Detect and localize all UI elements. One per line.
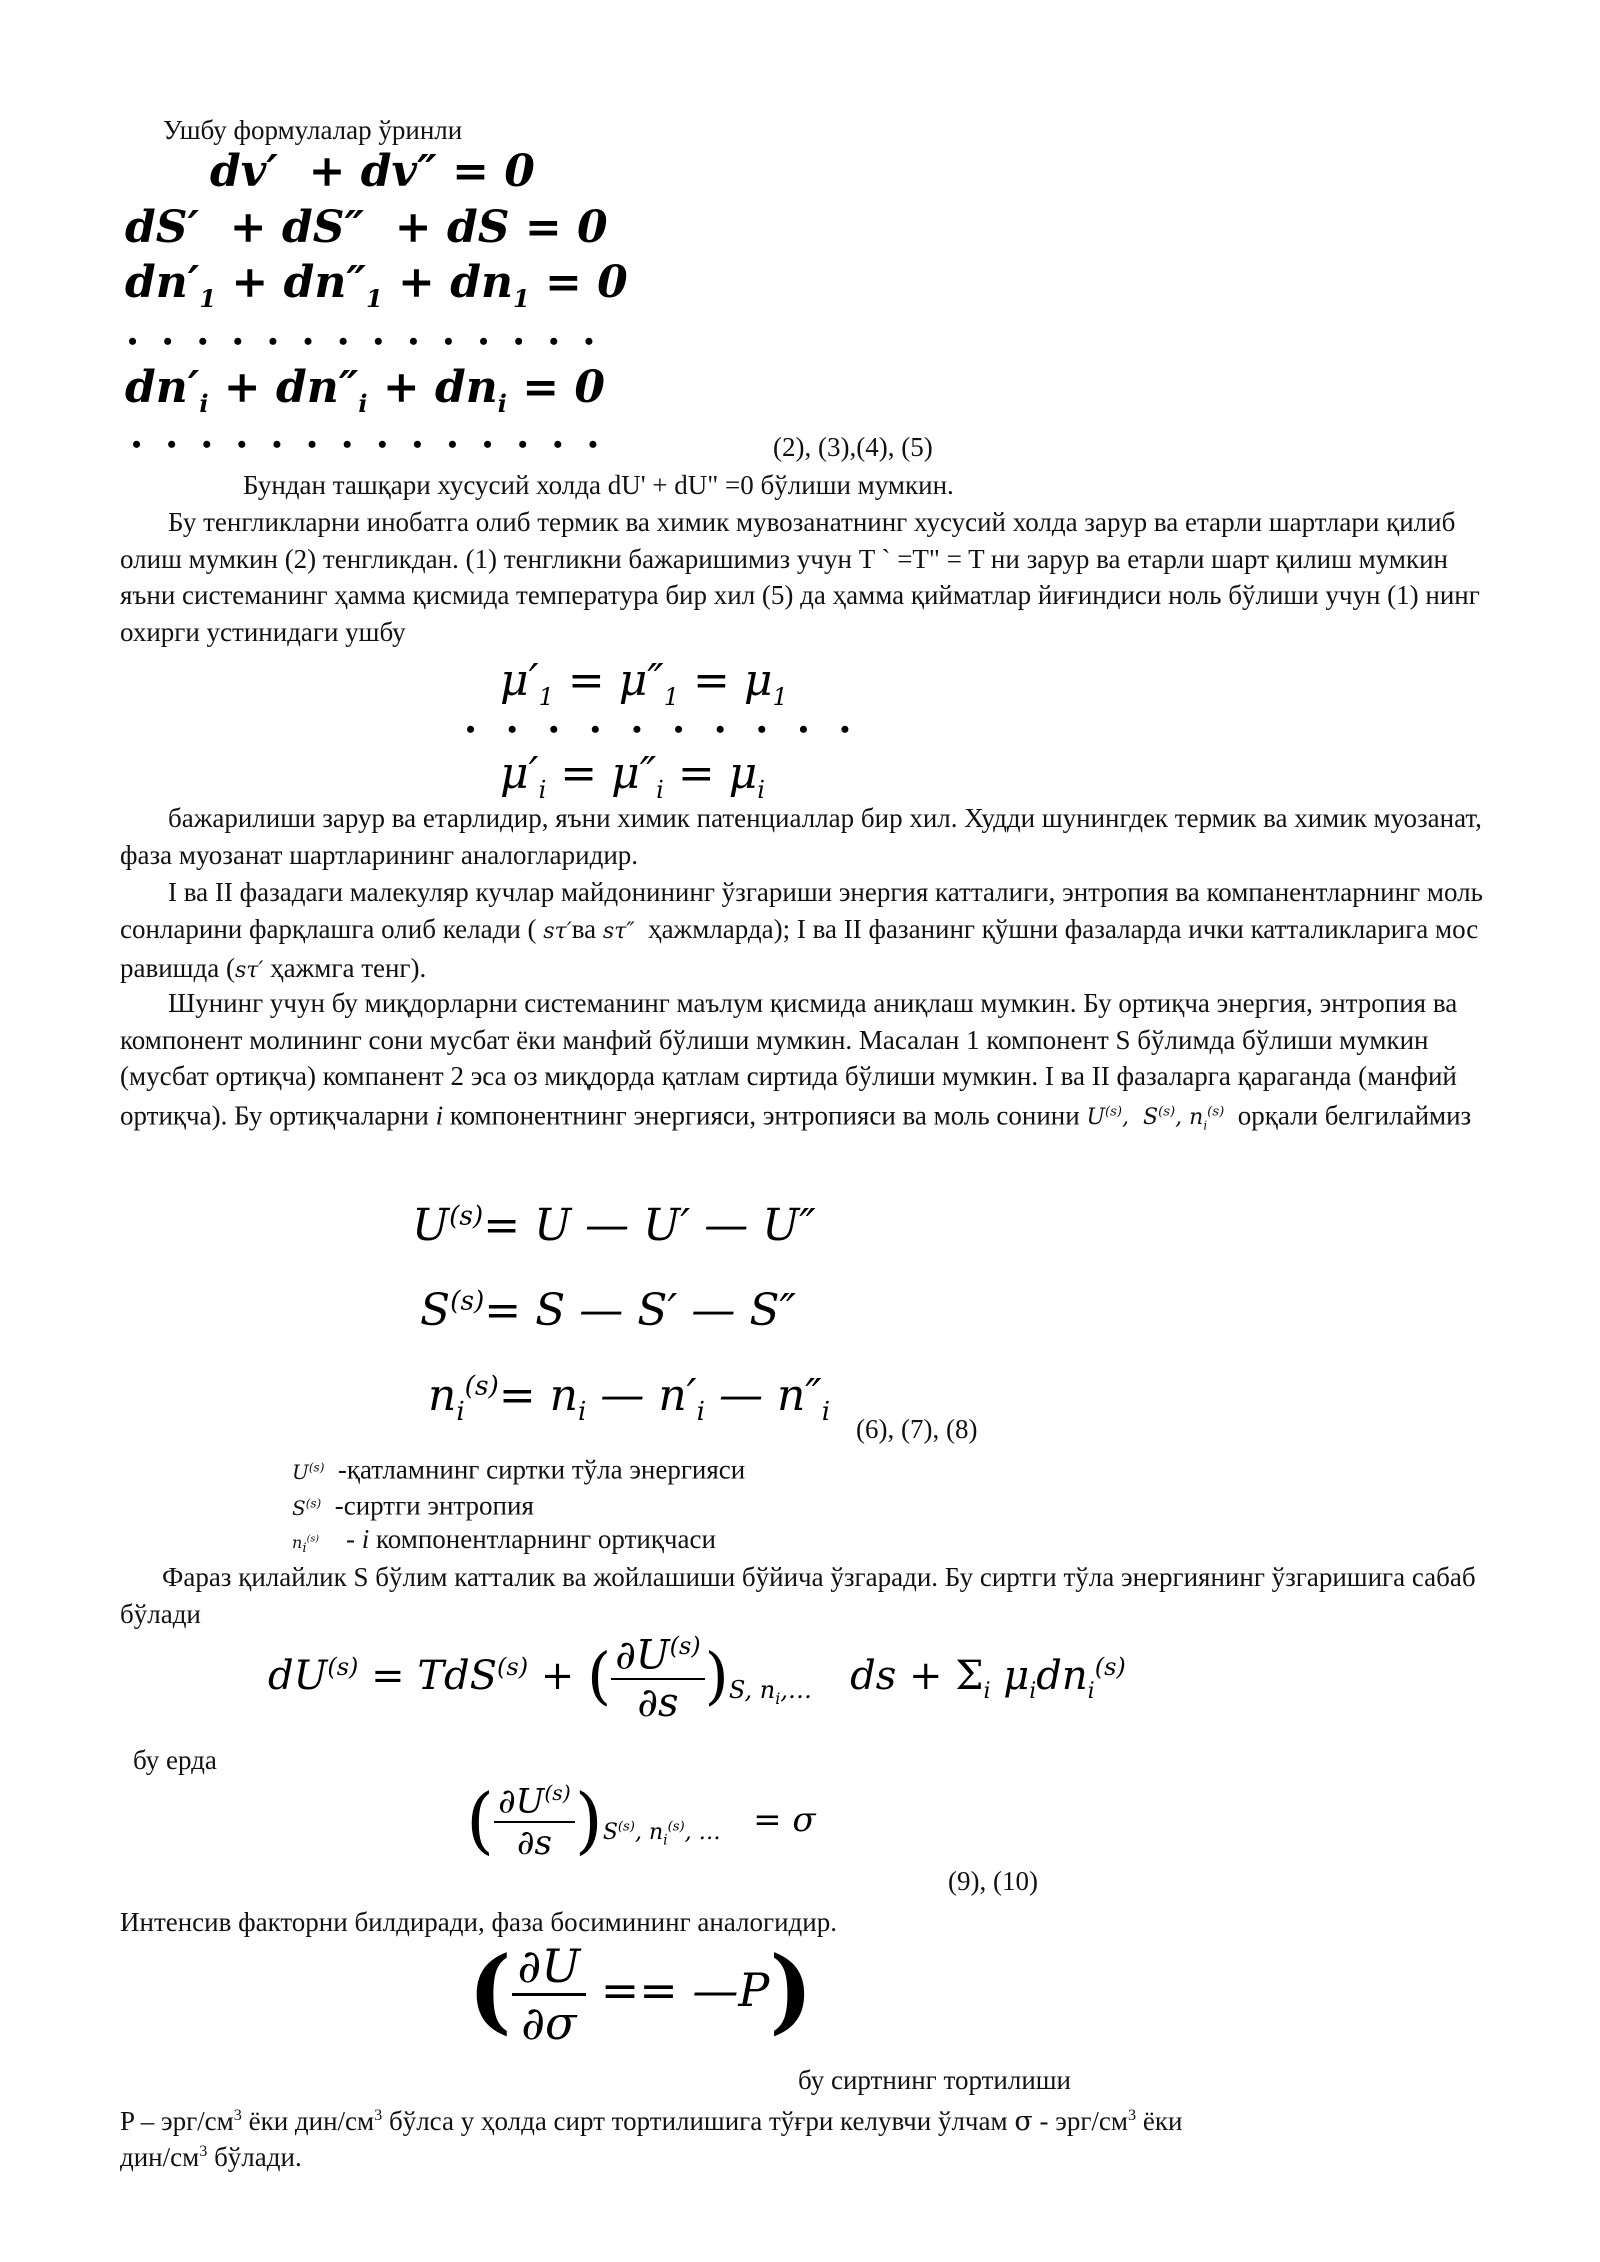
equation-refs-2: (6), (7), (8): [856, 1414, 978, 1444]
equation-mui: $\mu'_i = \mu''_i = \mu_i$: [500, 748, 765, 804]
equation-sigma: ( $\frac{\partial U^{(s)}}{\partial s}$ )$_{S^{(s)}, n_i^{(s)}, \dots} = \sigma$: [466, 1778, 816, 1864]
intensive-line: Интенсив факторни билдиради, фаза босимининг аналогидир.: [120, 1907, 837, 1937]
intro-line: Ушбу формулалар ўринли: [163, 115, 463, 145]
here-line: бу ерда: [133, 1745, 217, 1775]
dots-row-1: • • • • • • • • • • • • • •: [128, 327, 594, 356]
paragraph-3: I ва II фазадаги малекуляр кучлар майдонининг ўзгариши энергия катталиги, энтропия ва компанентларнинг моль сонларини фарқлашга олиб келади ( sτ′ва sτ″ ҳажмларда); I ва II фазанинг қўшни фазаларда ички катталикларига мос равишда (sτ′ ҳажмга тенг).: [120, 877, 1483, 983]
paragraph-2: бажарилиши зарур ва етарлидир, яъни химик патенциаллар бир хил. Худди шунингдек термик ва химик муозанат, фаза муозанат шартларининг аналогларидир.: [120, 803, 1482, 870]
equation-ds: dS′ + dS″ + dS = 0: [125, 202, 608, 253]
paragraph-1: Бу тенгликларни инобатга олиб термик ва химик мувозанатнинг хусусий холда зарур ва етарли шартлари қилиб олиш мумкин (2) тенгликдан. (1) тенгликни бажаришимиз учун T ` =T" = T ни зарур ва етарли шарт қилиш мумкин яъни системанинг ҳамма қисмида температура бир хил (5) да ҳамма қийматлар йиғиндиси ноль бўлиши учун (1) нинг охирги устинидаги ушбу: [120, 507, 1480, 647]
equation-mu1: $\mu'_1 = \mu''_1 = \mu_1$: [500, 655, 788, 711]
tension-line: бу сиртнинг тортилиши: [798, 2065, 1072, 2095]
equation-ns: $n_i^{(s)}= n_i$ — $n'_i$ — $n''_i$: [428, 1370, 831, 1427]
units-text-line-2: дин/$см^3$ бўлади.: [120, 2142, 302, 2172]
equation-ss: $S^{(s)}= S$ — S′ — S″: [420, 1285, 796, 1336]
equation-dni: $dn'_i + dn''_i + dn_i = 0$: [125, 362, 606, 418]
equation-dv: dv′ + dv″ = 0: [210, 146, 535, 197]
legend-row-1: $U^{(s)}$ -қатламнинг сиртки тўла энергияси: [292, 1454, 746, 1485]
besides-line: Бундан ташқари хусусий холда dU' + dU" =0 бўлиши мумкин.: [243, 470, 954, 500]
legend-row-3: $n_i^{(s)}$ - i компонентларнинг ортиқчаси: [292, 1524, 716, 1557]
equation-us: $U^{(s)}= U$ — U′ — U″: [412, 1200, 816, 1251]
dots-row-3: • • • • • • • • • •: [466, 715, 850, 744]
paragraph-4: Шунинг учун бу миқдорларни системанинг маълум қисмида аниқлаш мумкин. Бу ортиқча энергия, энтропия ва компонент молининг сони мусбат ёки манфий бўлиши мумкин. Масалан 1 компонент S бўлимда бўлиши мумкин (мусбат ортиқча) компанент 2 эса оз миқдорда қатлам сиртида бўлиши мумкин. I ва II фазаларга қараганда (манфий ортиқча). Бу ортиқчаларни i компонентнинг энергияси, энтропияси ва моль сонини $U^{(s)}$, $S^{(s)}$, $n_i^{(s)}$ орқали белгилаймиз: [120, 988, 1472, 1133]
equation-du: $dU^{(s)} = TdS^{(s)}$ + ( $\frac{\partial U^{(s)}}{\partial s}$ )$_{S, n_i,\dots}$ ds + $\Sigma_i$ $\mu_idn_i^{(s)}$: [268, 1632, 1126, 1727]
legend-row-2: $S^{(s)}$ -сиртги энтропия: [292, 1490, 534, 1521]
paragraph-5: Фараз қилайлик S бўлим катталик ва жойлашиши бўйича ўзгаради. Бу сиртги тўла энергиянинг ўзгаришига сабаб бўлади: [120, 1562, 1476, 1629]
units-text-line-1: P – эрг/$см^3$ ёки дин/$см^3$ бўлса у ҳолда сирт тортилишига тўғри келувчи ўлчам σ - эрг/$см^3$ ёки: [120, 2106, 1183, 2137]
equation-refs-1: (2), (3),(4), (5): [773, 432, 933, 462]
dots-row-2: • • • • • • • • • • • • • •: [132, 430, 598, 459]
equation-dn1: $dn'_1 + dn''_1 + dn_1 = 0$: [125, 257, 628, 313]
equation-refs-3: (9), (10): [948, 1866, 1038, 1896]
equation-pressure: ( $\frac{\partial U}{\partial\sigma}$ == —P): [468, 1936, 813, 2050]
